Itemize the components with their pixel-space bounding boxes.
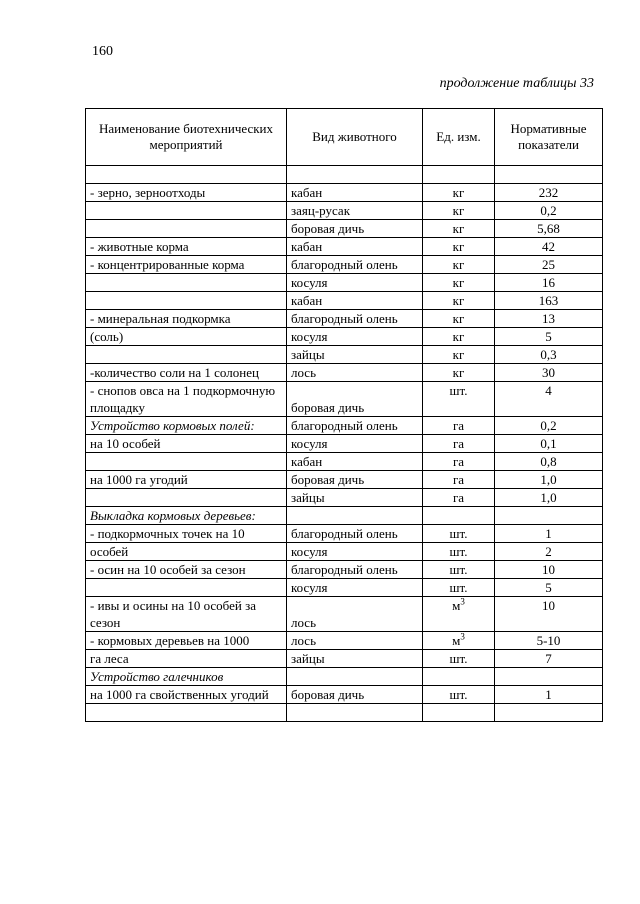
value-cell	[495, 507, 603, 525]
value-cell: 5	[495, 579, 603, 597]
page-number: 160	[92, 44, 113, 59]
table-row	[86, 184, 603, 202]
kind-cell: кабан	[287, 238, 423, 256]
measure-cell: - ивы и осины на 10 особей за сезон	[86, 597, 287, 632]
table-row	[86, 471, 603, 489]
measure-cell: - животные корма	[86, 238, 287, 256]
value-cell: 163	[495, 292, 603, 310]
table-row	[86, 525, 603, 543]
kind-cell: косуля	[287, 579, 423, 597]
unit-cell: га	[423, 417, 495, 435]
kind-cell: косуля	[287, 274, 423, 292]
measure-cell: - осин на 10 особей за сезон	[86, 561, 287, 579]
unit-cell: шт.	[423, 525, 495, 543]
measure-cell	[86, 202, 287, 220]
measure-cell: - концентрированные корма	[86, 256, 287, 274]
measure-cell: -количество соли на 1 солонец	[86, 364, 287, 382]
kind-cell: зайцы	[287, 346, 423, 364]
kind-cell: лось	[287, 364, 423, 382]
value-cell: 0,2	[495, 202, 603, 220]
norms-table	[85, 108, 603, 722]
header-value: Нормативные показатели	[495, 109, 603, 166]
value-cell	[495, 166, 603, 184]
kind-cell: благородный олень	[287, 417, 423, 435]
unit-cell	[423, 597, 495, 632]
kind-cell: заяц-русак	[287, 202, 423, 220]
unit-cell: кг	[423, 184, 495, 202]
header-kind: Вид животного	[287, 109, 423, 166]
unit-cell: кг	[423, 364, 495, 382]
measure-cell	[86, 489, 287, 507]
kind-cell: боровая дичь	[287, 471, 423, 489]
measure-cell: (соль)	[86, 328, 287, 346]
value-cell: 0,3	[495, 346, 603, 364]
table-row	[86, 704, 603, 722]
value-cell: 1	[495, 686, 603, 704]
unit-cell: шт.	[423, 579, 495, 597]
measure-cell: - снопов овса на 1 подкормочную площадку	[86, 382, 287, 417]
value-cell: 42	[495, 238, 603, 256]
unit-cell	[423, 668, 495, 686]
value-cell: 7	[495, 650, 603, 668]
kind-cell: благородный олень	[287, 310, 423, 328]
kind-cell: зайцы	[287, 650, 423, 668]
unit-cell	[423, 507, 495, 525]
table-row	[86, 274, 603, 292]
measure-cell: на 1000 га свойственных угодий	[86, 686, 287, 704]
unit-cell	[423, 704, 495, 722]
measure-cell: - минеральная подкормка	[86, 310, 287, 328]
value-cell: 1	[495, 525, 603, 543]
kind-cell: благородный олень	[287, 256, 423, 274]
value-cell: 25	[495, 256, 603, 274]
table-row	[86, 650, 603, 668]
unit-cell: кг	[423, 220, 495, 238]
unit-cell: кг	[423, 256, 495, 274]
measure-cell: - кормовых деревьев на 1000	[86, 632, 287, 650]
table-row	[86, 256, 603, 274]
unit-cell: шт.	[423, 650, 495, 668]
value-cell	[495, 668, 603, 686]
value-cell: 232	[495, 184, 603, 202]
table-header-row	[86, 109, 603, 166]
measure-cell: на 10 особей	[86, 435, 287, 453]
value-cell: 30	[495, 364, 603, 382]
unit-cell: кг	[423, 274, 495, 292]
kind-cell: боровая дичь	[287, 686, 423, 704]
section-heading-cell: Устройство кормовых полей:	[86, 417, 287, 435]
table-row	[86, 382, 603, 417]
kind-cell: благородный олень	[287, 561, 423, 579]
unit-cell: шт.	[423, 382, 495, 417]
measure-cell: особей	[86, 543, 287, 561]
table-row	[86, 507, 603, 525]
kind-cell: боровая дичь	[287, 382, 423, 417]
header-unit: Ед. изм.	[423, 109, 495, 166]
kind-cell: зайцы	[287, 489, 423, 507]
table-row	[86, 489, 603, 507]
unit-cell: шт.	[423, 686, 495, 704]
measure-cell	[86, 453, 287, 471]
unit-cell: га	[423, 435, 495, 453]
table-row	[86, 417, 603, 435]
kind-cell	[287, 704, 423, 722]
measure-cell	[86, 704, 287, 722]
kind-cell: косуля	[287, 543, 423, 561]
measure-cell	[86, 292, 287, 310]
kind-cell: благородный олень	[287, 525, 423, 543]
measure-cell	[86, 220, 287, 238]
value-cell	[495, 704, 603, 722]
table-row	[86, 310, 603, 328]
value-cell: 0,2	[495, 417, 603, 435]
unit-cell: кг	[423, 292, 495, 310]
table-row	[86, 686, 603, 704]
table-row	[86, 632, 603, 650]
section-heading-cell: Выкладка кормовых деревьев:	[86, 507, 287, 525]
table-row	[86, 579, 603, 597]
table-row	[86, 543, 603, 561]
table-caption: продолжение таблицы 33	[439, 76, 594, 91]
value-cell: 0,8	[495, 453, 603, 471]
value-cell: 13	[495, 310, 603, 328]
header-measure: Наименование биотехнических мероприятий	[86, 109, 287, 166]
value-cell: 5,68	[495, 220, 603, 238]
table-row	[86, 435, 603, 453]
kind-cell: лось	[287, 597, 423, 632]
kind-cell: косуля	[287, 328, 423, 346]
unit-cell: кг	[423, 238, 495, 256]
table-row	[86, 668, 603, 686]
measure-cell: - подкормочных точек на 10	[86, 525, 287, 543]
value-cell: 10	[495, 597, 603, 632]
value-cell: 5	[495, 328, 603, 346]
unit-cell: кг	[423, 328, 495, 346]
table-row	[86, 364, 603, 382]
table-row	[86, 328, 603, 346]
value-cell: 10	[495, 561, 603, 579]
section-heading-cell: Устройство галечников	[86, 668, 287, 686]
value-cell: 2	[495, 543, 603, 561]
measure-cell: га леса	[86, 650, 287, 668]
unit-text: м	[452, 633, 461, 648]
unit-cell: га	[423, 453, 495, 471]
table-row	[86, 166, 603, 184]
measure-cell: - зерно, зерноотходы	[86, 184, 287, 202]
value-cell: 4	[495, 382, 603, 417]
measure-cell	[86, 274, 287, 292]
unit-cell: шт.	[423, 543, 495, 561]
table-row	[86, 202, 603, 220]
kind-cell: боровая дичь	[287, 220, 423, 238]
unit-text: м	[452, 598, 461, 613]
kind-cell	[287, 668, 423, 686]
unit-superscript: 3	[460, 596, 465, 607]
unit-superscript: 3	[460, 631, 465, 642]
unit-cell: га	[423, 471, 495, 489]
unit-cell: кг	[423, 202, 495, 220]
unit-cell: га	[423, 489, 495, 507]
unit-cell: кг	[423, 310, 495, 328]
kind-cell: косуля	[287, 435, 423, 453]
measure-cell	[86, 346, 287, 364]
table-row	[86, 220, 603, 238]
measure-cell	[86, 166, 287, 184]
unit-cell	[423, 166, 495, 184]
value-cell: 16	[495, 274, 603, 292]
table-row	[86, 292, 603, 310]
unit-cell: шт.	[423, 561, 495, 579]
value-cell: 0,1	[495, 435, 603, 453]
kind-cell: кабан	[287, 453, 423, 471]
kind-cell: лось	[287, 632, 423, 650]
measure-cell	[86, 579, 287, 597]
value-cell: 5-10	[495, 632, 603, 650]
kind-cell	[287, 507, 423, 525]
table-row	[86, 346, 603, 364]
table-row	[86, 238, 603, 256]
kind-cell	[287, 166, 423, 184]
table-row	[86, 561, 603, 579]
table-row	[86, 597, 603, 632]
unit-cell: кг	[423, 346, 495, 364]
value-cell: 1,0	[495, 471, 603, 489]
table-row	[86, 453, 603, 471]
kind-cell: кабан	[287, 292, 423, 310]
measure-cell: на 1000 га угодий	[86, 471, 287, 489]
kind-cell: кабан	[287, 184, 423, 202]
unit-cell	[423, 632, 495, 650]
value-cell: 1,0	[495, 489, 603, 507]
